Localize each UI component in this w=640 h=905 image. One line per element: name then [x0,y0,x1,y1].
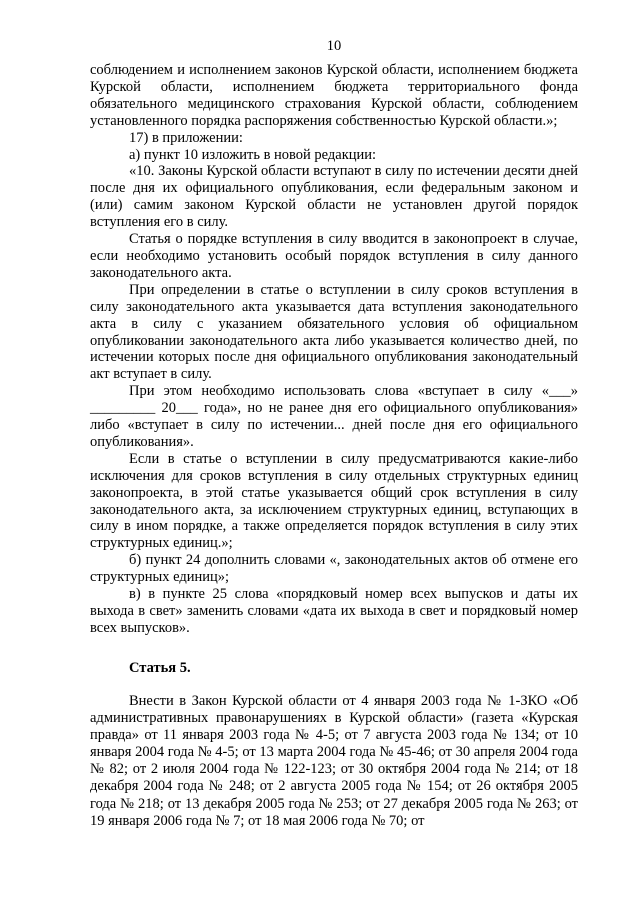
article-heading: Статья 5. [129,660,191,676]
paragraph-entry-into-force-article: Статья о порядке вступления в силу вводится в законопроект в случае, если необходимо установить особый порядок вступления в силу данного законодательного акта. [90,231,578,281]
paragraph-wording: При этом необходимо использовать слова «вступает в силу «___» _________ 20___ года», но не ранее дня его официального опубликования» либо «вступает в силу по истечении... дней после дня его официального опубликования». [90,383,578,450]
paragraph-subitem-v: в) в пункте 25 слова «порядковый номер всех выпусков и даты их выхода в свет» заменить словами «дата их выхода в свет и порядковый номер всех выпусков». [90,586,578,636]
paragraph-point-10: «10. Законы Курской области вступают в силу по истечении десяти дней после дня их официального опубликования, если федеральным законом и (или) самим законом Курской области не установлен другой порядок вступления его в силу. [90,163,578,231]
paragraph-exceptions: Если в статье о вступлении в силу предусматриваются какие-либо исключения для сроков вступления в силу отдельных структурных единиц законопроекта, в этой статье указывается общий срок вступления в силу законодательного акта, за исключением структурных единиц, вступающих в силу в ином порядке, а также определяется порядок вступления в силу этих структурных единиц.»; [90,450,578,552]
paragraph-continuation: соблюдением и исполнением законов Курской области, исполнением бюджета Курской области, исполнением бюджета территориального фонда обязательного медицинского страхования Курской области, соблюдением установленного порядка распоряжения собственностью Курской области.»; [90,62,578,129]
page-number: 10 [326,38,342,54]
article-body [90,693,578,830]
paragraph-subitem-a: а) пункт 10 изложить в новой редакции: [129,146,377,163]
paragraph-entry-terms: При определении в статье о вступлении в силу сроков вступления в силу законодательного акта указывается дата вступления законодательного акта в силу с указанием обязательного условия об официальном опубликовании законодательного акта либо указывается количество дней, по истечении которых после дня официального опубликования законодательный акт вступает в силу. [90,281,578,383]
paragraph-item-17: 17) в приложении: [129,129,243,146]
article-paragraph: Внести в Закон Курской области от 4 января 2003 года № 1-ЗКО «Об административных правонарушениях в Курской области» (газета «Курская правда» от 11 января 2003 года № 4-5; от 7 августа 2003 года № 134; от 10 января 2004 года № 4-5; от 13 марта 2004 года № 45-46; от 30 апреля 2004 года № 82; от 2 июля 2004 года № 122-123; от 30 октября 2004 года № 214; от 18 декабря 2004 года № 248; от 2 августа 2005 года № 154; от 26 октября 2005 года № 218; от 13 декабря 2005 года № 253; от 27 декабря 2005 года № 263; от 19 января 2006 года № 7; от 18 мая 2006 года № 70; от [90,693,578,829]
paragraph-subitem-b: б) пункт 24 дополнить словами «, законодательных актов об отмене его структурных единиц»; [90,552,578,586]
document-body [90,62,578,637]
